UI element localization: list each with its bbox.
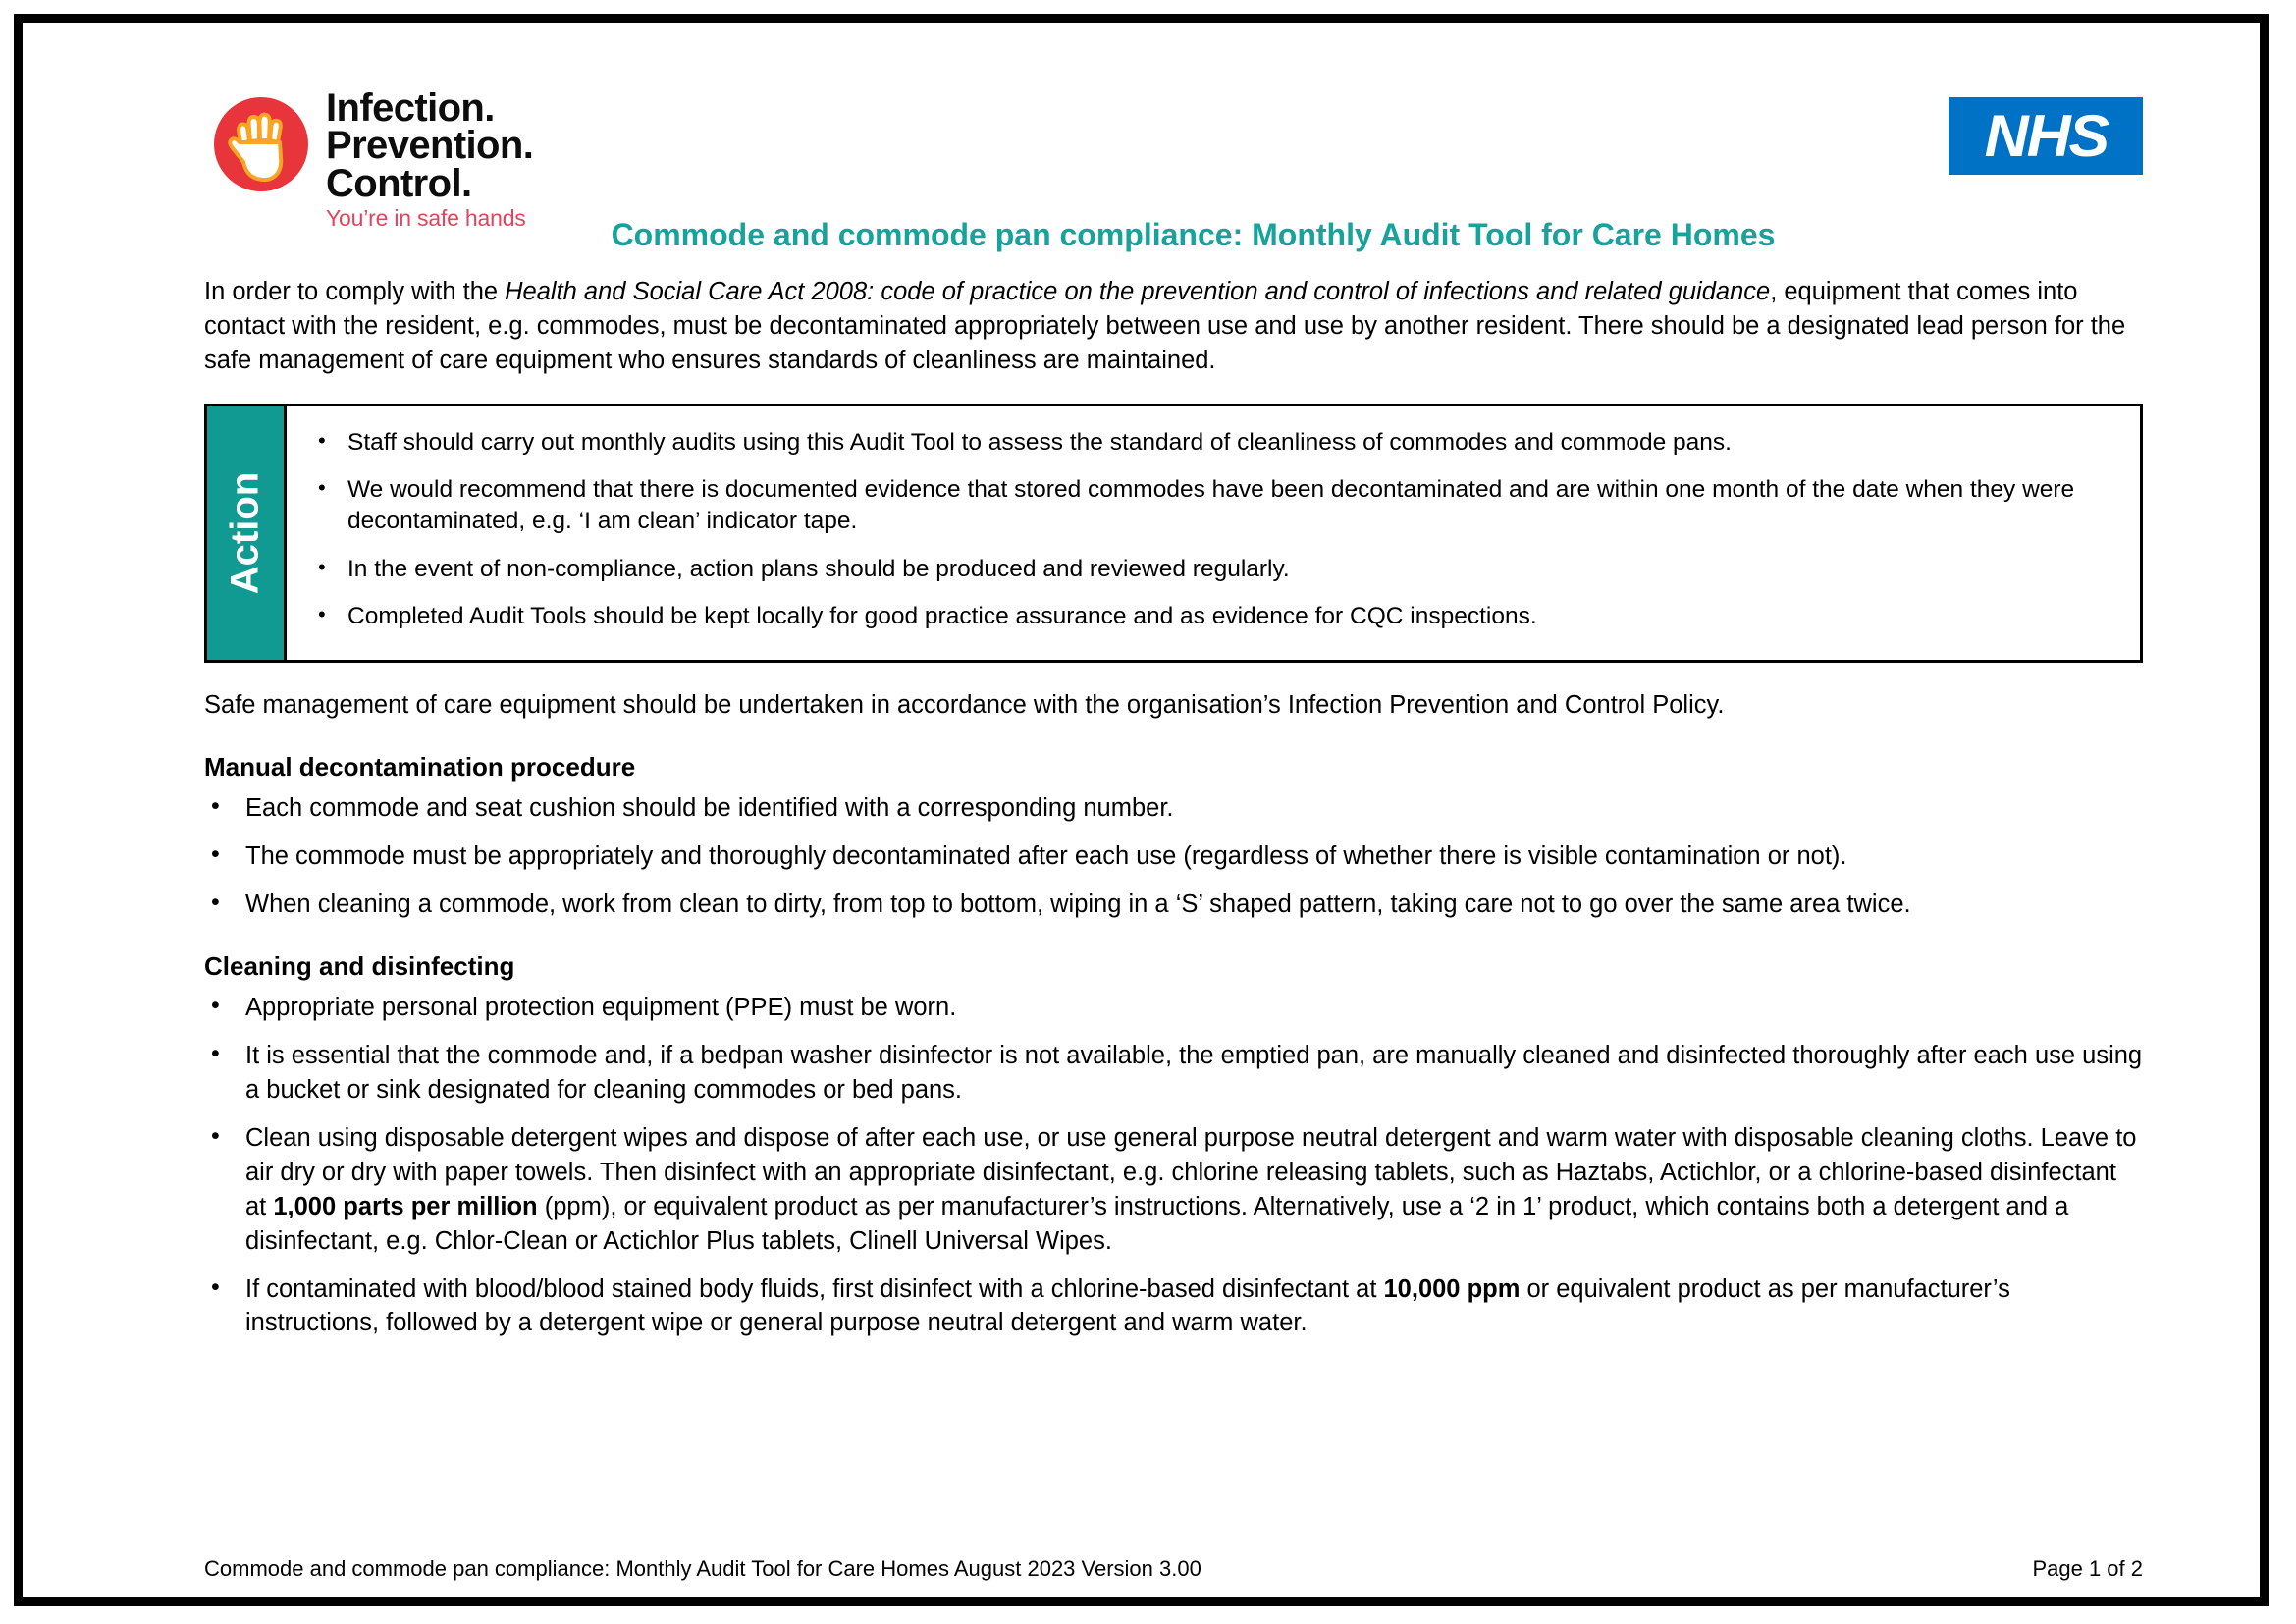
blood-ppm-bold: 10,000 ppm [1383, 1274, 1521, 1303]
list-item: • Each commode and seat cushion should be identified with a corresponding number. [245, 791, 2143, 826]
cleaning-ppm-bold: 1,000 parts per million [273, 1192, 538, 1220]
document-header [204, 68, 2143, 232]
intro-part2: , equipment that comes into contact with the resident, e.g. commodes, must be decontaminated appropriately between use and use by another resident. There should be a designated lead person for the safe management of care equipment who ensures standards of cleanliness are maintained. [204, 278, 2126, 374]
footer-page-number: Page 1 of 2 [2032, 1556, 2143, 1581]
ipc-logo-text [326, 86, 534, 232]
action-bullet-list [287, 427, 2114, 633]
action-box [204, 404, 2143, 664]
list-item: • Appropriate personal protection equipment (PPE) must be worn. [245, 991, 2143, 1025]
list-item: • When cleaning a commode, work from clean to dirty, from top to bottom, wiping in a ‘S’ shaped pattern, taking care not to go over the same area twice. [245, 888, 2143, 922]
section-heading-cleaning-disinfecting: Cleaning and disinfecting [204, 951, 515, 982]
ipc-logo-line1: Infection. [326, 86, 495, 130]
action-box-label: Action [223, 471, 267, 595]
section-heading-manual-decontamination: Manual decontamination procedure [204, 752, 636, 783]
action-box-body [287, 406, 2140, 661]
action-box-tab [207, 406, 287, 661]
list-item-blood [245, 1272, 2143, 1341]
manual-decontamination-list [204, 791, 2143, 922]
policy-paragraph: Safe management of care equipment should be undertaken in accordance with the organisation’s Infection Prevention and Control Policy. [204, 691, 1725, 720]
footer-document-reference: Commode and commode pan compliance: Monthly Audit Tool for Care Homes August 2023 Version 3.00 [204, 1556, 1201, 1581]
open-hand-icon [214, 97, 308, 191]
cleaning-disinfecting-list [204, 991, 2143, 1340]
list-item-cleaning [245, 1121, 2143, 1259]
page-title: Commode and commode pan compliance: Monthly Audit Tool for Care Homes [611, 217, 1776, 252]
list-item: • In the event of non-compliance, action plans should be produced and reviewed regularly. [347, 554, 2114, 585]
ipc-logo-line2: Prevention. [326, 124, 534, 168]
list-item: • It is essential that the commode and, if a bedpan washer disinfector is not available, the emptied pan, are manually cleaned and disinfected thoroughly after each use using a bucket or sink designated for cleaning commodes or bed pans. [245, 1039, 2143, 1108]
intro-part1: In order to comply with the [204, 278, 506, 305]
ipc-logo-line3: Control. [326, 161, 472, 205]
document-content [204, 68, 2143, 1585]
list-item: • The commode must be appropriately and thoroughly decontaminated after each use (regardless of whether there is visible contamination or not). [245, 839, 2143, 874]
blood-part1: If contaminated with blood/blood stained body fluids, first disinfect with a chlorine-based disinfectant at [245, 1274, 1384, 1303]
ipc-logo-tagline: You’re in safe hands [326, 205, 526, 232]
nhs-logo-text: NHS [1984, 103, 2108, 169]
list-item: • Staff should carry out monthly audits using this Audit Tool to assess the standard of cleanliness of commodes and commode pans. [347, 427, 2114, 459]
hand-glyph [227, 110, 295, 183]
cleaning-part1: Clean using disposable detergent wipes and dispose of after each use, or use general purpose neutral detergent and warm water with disposable cleaning cloths. Leave to air dry or dry with paper towels. Then disinfect with an appropriate disinfectant, e.g. chlorine releasing tablets, such as Haztabs, Actichlor, or a chlorine-based disinfectant at [245, 1123, 2137, 1220]
nhs-logo [1949, 97, 2143, 175]
list-item: • Completed Audit Tools should be kept locally for good practice assurance and as evidence for CQC inspections. [347, 601, 2114, 632]
page-footer [204, 1556, 2143, 1582]
intro-italic-citation: Health and Social Care Act 2008: code of practice on the prevention and control of infections and related guidance [505, 278, 1771, 305]
cleaning-part2: (ppm), or equivalent product as per manufacturer’s instructions. Alternatively, use a ‘2 in 1’ product, which contains both a detergent and a disinfectant, e.g. Chlor-Clean or Actichlor Plus tablets, Clinell Universal Wipes. [245, 1192, 2069, 1255]
document-page [14, 14, 2269, 1606]
blood-part2: or equivalent product as per manufacturer’s instructions, followed by a detergent wipe or general purpose neutral detergent and warm water. [245, 1274, 2010, 1337]
intro-paragraph [204, 275, 2143, 378]
list-item: • We would recommend that there is documented evidence that stored commodes have been decontaminated and are within one month of the date when they were decontaminated, e.g. ‘I am clean’ indicator tape. [347, 474, 2114, 538]
ipc-logo [214, 86, 534, 232]
